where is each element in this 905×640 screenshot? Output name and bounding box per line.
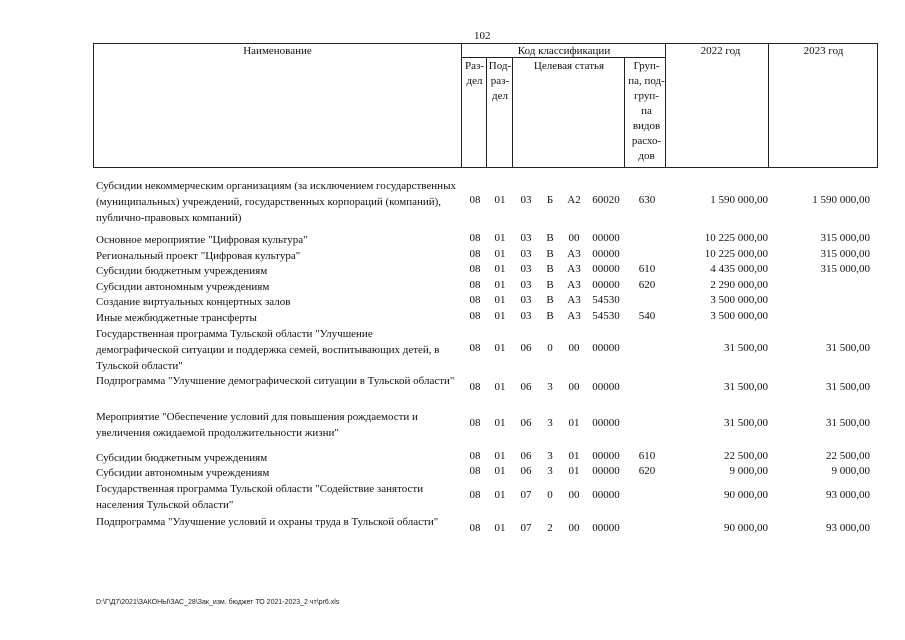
row-amount-2023: 315 000,00 (820, 232, 870, 244)
row-amount-2022: 10 225 000,00 (704, 232, 768, 244)
table-row (0, 248, 905, 264)
header-2023: 2023 год (803, 45, 844, 57)
row-code-c1: 06 (520, 465, 532, 477)
row-amount-2022: 22 500,00 (724, 450, 768, 462)
row-code-c3: А3 (567, 310, 581, 322)
row-code-c4: 54530 (592, 294, 620, 306)
table-row (0, 373, 905, 405)
row-code-c4: 00000 (592, 450, 620, 462)
row-amount-2022: 1 590 000,00 (710, 194, 768, 206)
header-exp-group-line: дов (638, 150, 655, 162)
row-code-pr: 01 (494, 417, 506, 429)
row-code-rz: 08 (469, 381, 481, 393)
row-code-c4: 00000 (592, 248, 620, 260)
row-code-c2: В (546, 248, 554, 260)
file-path-footer: D:\Г\Д7\2021\ЗАКОНЫ\ЗАС_28\Зак_изм. бюджет ТО 2021-2023_2 чт\рr6.xls (96, 599, 340, 606)
row-code-c2: Б (546, 194, 554, 206)
row-code-pr: 01 (494, 263, 506, 275)
row-amount-2022: 10 225 000,00 (704, 248, 768, 260)
row-code-pr: 01 (494, 248, 506, 260)
row-amount-2023: 31 500,00 (826, 342, 870, 354)
row-amount-2022: 31 500,00 (724, 417, 768, 429)
table-row (0, 294, 905, 310)
row-code-c3: 01 (568, 417, 580, 429)
row-code-c4: 60020 (592, 194, 620, 206)
row-code-pr: 01 (494, 194, 506, 206)
row-name: Субсидии автономным учреждениям (96, 467, 270, 479)
row-name: Основное мероприятие "Цифровая культура" (96, 234, 308, 246)
header-subsection-line: раз- (490, 75, 510, 87)
row-code-c3: 01 (568, 450, 580, 462)
header-subsection-line: дел (492, 90, 508, 102)
row-amount-2023: 315 000,00 (820, 248, 870, 260)
header-subsection-line: Под- (488, 60, 512, 72)
row-amount-2022: 90 000,00 (724, 489, 768, 501)
row-code-c2: В (546, 232, 554, 244)
row-code-c3: 00 (568, 522, 580, 534)
row-code-c4: 54530 (592, 310, 620, 322)
row-code-c4: 00000 (592, 417, 620, 429)
row-code-rz: 08 (469, 248, 481, 260)
row-code-c1: 03 (520, 310, 532, 322)
row-code-c2: В (546, 263, 554, 275)
table-row (0, 481, 905, 513)
row-code-pr: 01 (494, 381, 506, 393)
row-name: Подпрограмма "Улучшение демографической ситуации в Тульской области" (96, 375, 455, 387)
row-code-rz: 08 (469, 263, 481, 275)
row-code-c3: А2 (567, 194, 581, 206)
row-code-pr: 01 (494, 465, 506, 477)
row-amount-2022: 31 500,00 (724, 342, 768, 354)
row-code-c1: 03 (520, 279, 532, 291)
row-code-vr: 610 (638, 263, 656, 275)
row-amount-2022: 4 435 000,00 (710, 263, 768, 275)
row-code-rz: 08 (469, 342, 481, 354)
table-row (0, 450, 905, 466)
row-code-c2: 0 (547, 489, 553, 501)
row-code-rz: 08 (469, 417, 481, 429)
row-code-rz: 08 (469, 489, 481, 501)
row-amount-2023: 1 590 000,00 (812, 194, 870, 206)
row-code-vr: 610 (638, 450, 656, 462)
row-code-pr: 01 (494, 310, 506, 322)
header-section-line: дел (466, 75, 483, 87)
header-exp-group-line: расхо- (631, 135, 662, 147)
row-code-c1: 03 (520, 248, 532, 260)
page-number: 102 (474, 30, 491, 42)
row-code-c4: 00000 (592, 263, 620, 275)
row-code-vr: 630 (638, 194, 656, 206)
row-amount-2022: 9 000,00 (729, 465, 768, 477)
row-code-c3: 01 (568, 465, 580, 477)
table-row (0, 465, 905, 481)
row-code-c2: В (546, 294, 554, 306)
row-amount-2023: 93 000,00 (826, 522, 870, 534)
row-amount-2022: 2 290 000,00 (710, 279, 768, 291)
row-amount-2022: 90 000,00 (724, 522, 768, 534)
row-name: Иные межбюджетные трансферты (96, 312, 257, 324)
row-code-c2: В (546, 310, 554, 322)
row-code-c3: 00 (568, 381, 580, 393)
row-code-rz: 08 (469, 522, 481, 534)
row-code-c1: 03 (520, 194, 532, 206)
row-code-c2: 3 (547, 417, 553, 429)
row-amount-2022: 31 500,00 (724, 381, 768, 393)
row-code-c1: 06 (520, 342, 532, 354)
row-code-c2: 2 (547, 522, 553, 534)
row-name: Субсидии бюджетным учреждениям (96, 452, 268, 464)
header-exp-group-line: груп- (634, 90, 659, 102)
row-code-pr: 01 (494, 450, 506, 462)
row-code-c2: 0 (547, 342, 553, 354)
row-name: Региональный проект "Цифровая культура" (96, 250, 301, 262)
row-code-rz: 08 (469, 294, 481, 306)
row-amount-2023: 31 500,00 (826, 417, 870, 429)
row-code-c2: В (546, 279, 554, 291)
row-code-c1: 07 (520, 489, 532, 501)
row-code-rz: 08 (469, 450, 481, 462)
row-name: Субсидии бюджетным учреждениям (96, 265, 268, 277)
row-code-pr: 01 (494, 294, 506, 306)
row-code-rz: 08 (469, 279, 481, 291)
row-code-pr: 01 (494, 342, 506, 354)
row-code-vr: 620 (638, 279, 656, 291)
row-amount-2023: 22 500,00 (826, 450, 870, 462)
row-code-c3: А3 (567, 294, 581, 306)
row-code-c1: 06 (520, 381, 532, 393)
row-name: Субсидии автономным учреждениям (96, 281, 270, 293)
row-code-c1: 07 (520, 522, 532, 534)
header-name: Наименование (243, 45, 312, 57)
table-row (0, 263, 905, 279)
row-name: Субсидии некоммерческим организациям (за исключением государственных (муниципальных) учреждений, государственных корпораций (компаний), публично-правовых компаний) (96, 180, 456, 224)
header-2022: 2022 год (700, 45, 741, 57)
row-code-vr: 540 (638, 310, 656, 322)
table-row (0, 310, 905, 326)
row-code-c1: 03 (520, 232, 532, 244)
row-amount-2023: 315 000,00 (820, 263, 870, 275)
row-amount-2023: 93 000,00 (826, 489, 870, 501)
row-code-c2: 3 (547, 381, 553, 393)
row-name: Государственная программа Тульской области "Содействие занятости населения Тульской области" (96, 483, 424, 511)
row-code-rz: 08 (469, 194, 481, 206)
row-code-rz: 08 (469, 310, 481, 322)
row-code-c3: 00 (568, 232, 580, 244)
row-code-pr: 01 (494, 232, 506, 244)
row-code-c1: 06 (520, 417, 532, 429)
row-code-c3: 00 (568, 342, 580, 354)
row-code-rz: 08 (469, 465, 481, 477)
row-code-c2: 3 (547, 465, 553, 477)
table-row (0, 178, 905, 226)
row-code-c3: А3 (567, 248, 581, 260)
row-code-c4: 00000 (592, 465, 620, 477)
row-name: Создание виртуальных концертных залов (96, 296, 291, 308)
table-row (0, 326, 905, 374)
row-code-c4: 00000 (592, 342, 620, 354)
row-name: Государственная программа Тульской области "Улучшение демографической ситуации и поддержка семей, воспитывающих детей, в Тульской области" (96, 328, 440, 372)
row-code-pr: 01 (494, 522, 506, 534)
row-amount-2022: 3 500 000,00 (710, 294, 768, 306)
row-code-c4: 00000 (592, 522, 620, 534)
row-amount-2023: 31 500,00 (826, 381, 870, 393)
row-code-c2: 3 (547, 450, 553, 462)
row-code-c3: А3 (567, 279, 581, 291)
table-row (0, 409, 905, 441)
row-code-pr: 01 (494, 489, 506, 501)
row-amount-2022: 3 500 000,00 (710, 310, 768, 322)
row-code-c3: А3 (567, 263, 581, 275)
table-row (0, 514, 905, 546)
row-code-rz: 08 (469, 232, 481, 244)
table-row (0, 279, 905, 295)
row-code-c3: 00 (568, 489, 580, 501)
row-code-c4: 00000 (592, 232, 620, 244)
row-name: Подпрограмма "Улучшение условий и охраны труда в Тульской области" (96, 516, 439, 528)
row-code-c1: 03 (520, 263, 532, 275)
header-target: Целевая статья (533, 60, 605, 72)
row-code-c4: 00000 (592, 381, 620, 393)
header-exp-group-line: видов (632, 120, 661, 132)
row-code-c1: 06 (520, 450, 532, 462)
row-name: Мероприятие "Обеспечение условий для повышения рождаемости и увеличения ожидаемой продолжительности жизни" (96, 411, 418, 439)
header-exp-group-line: па (641, 105, 652, 117)
table-row (0, 232, 905, 248)
header-exp-group-line: па, под- (628, 75, 665, 87)
row-code-pr: 01 (494, 279, 506, 291)
row-code-c1: 03 (520, 294, 532, 306)
row-code-c4: 00000 (592, 489, 620, 501)
header-section-line: Раз- (464, 60, 484, 72)
row-code-vr: 620 (638, 465, 656, 477)
header-exp-group-line: Груп- (633, 60, 660, 72)
header-code-group: Код классификации (517, 45, 611, 57)
row-amount-2023: 9 000,00 (831, 465, 870, 477)
row-code-c4: 00000 (592, 279, 620, 291)
